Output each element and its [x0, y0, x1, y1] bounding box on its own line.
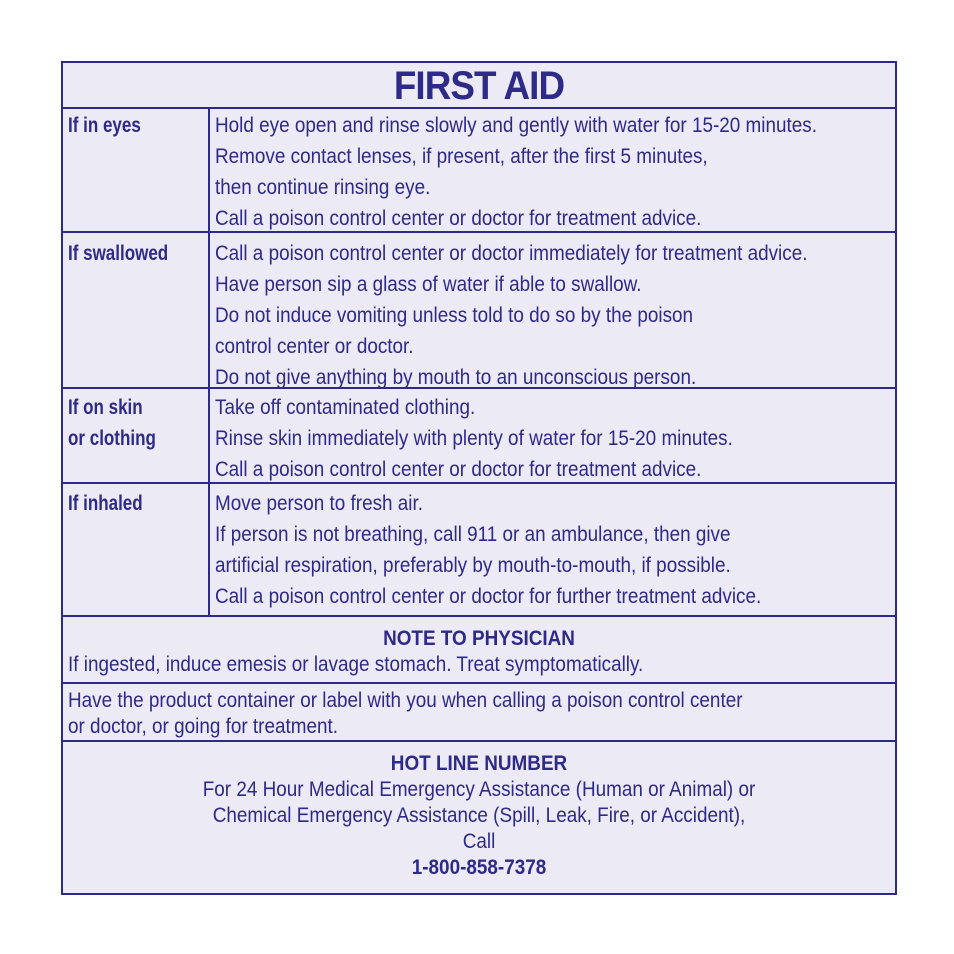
physician-heading-text: NOTE TO PHYSICIAN	[383, 627, 575, 650]
instruction-line: Call a poison control center or doctor for further treatment advice.	[215, 585, 762, 608]
divider	[63, 740, 895, 742]
divider	[63, 231, 895, 233]
hotline-line: For 24 Hour Medical Emergency Assistance (Human or Animal) or	[202, 778, 756, 801]
instruction-line: then continue rinsing eye.	[215, 176, 431, 199]
instruction-line: Rinse skin immediately with plenty of water for 15-20 minutes.	[215, 427, 733, 450]
section-text-skin	[215, 392, 790, 485]
instruction-line: Call a poison control center or doctor for treatment advice.	[215, 207, 702, 230]
hotline-section	[68, 751, 890, 881]
instruction-line: Call a poison control center or doctor immediately for treatment advice.	[215, 242, 808, 265]
instruction-line: Do not give anything by mouth to an unconscious person.	[215, 366, 697, 389]
instruction-line: Move person to fresh air.	[215, 492, 424, 515]
divider	[63, 682, 895, 684]
section-text-swallowed	[215, 238, 873, 393]
hotline-line: Call	[462, 830, 496, 853]
instruction-line: Take off contaminated clothing.	[215, 396, 476, 419]
label-line: or clothing	[68, 427, 156, 450]
label-line: If inhaled	[68, 492, 143, 515]
instruction-line: Remove contact lenses, if present, after the first 5 minutes,	[215, 145, 708, 168]
physician-heading	[68, 626, 890, 652]
container-note	[68, 688, 890, 740]
label-line: If on skin	[68, 396, 143, 419]
label-line: If swallowed	[68, 242, 169, 265]
container-note-line: or doctor, or going for treatment.	[68, 715, 338, 738]
container-note-line: Have the product container or label with you when calling a poison control center	[68, 689, 743, 712]
physician-note-text: If ingested, induce emesis or lavage stomach. Treat symptomatically.	[68, 653, 644, 676]
column-divider	[208, 107, 210, 616]
first-aid-panel	[61, 61, 897, 895]
hotline-phone-number: 1-800-858-7378	[411, 856, 547, 879]
section-label-inhaled	[68, 488, 151, 519]
section-text-inhaled	[215, 488, 822, 612]
label-line: If in eyes	[68, 114, 141, 137]
section-text-eyes	[215, 110, 884, 234]
section-label-skin	[68, 392, 166, 454]
instruction-line: Do not induce vomiting unless told to do so by the poison	[215, 304, 694, 327]
section-label-eyes	[68, 110, 149, 141]
hotline-heading: HOT LINE NUMBER	[390, 752, 568, 775]
hotline-line: Chemical Emergency Assistance (Spill, Leak, Fire, or Accident),	[212, 804, 746, 827]
instruction-line: Hold eye open and rinse slowly and gently with water for 15-20 minutes.	[215, 114, 817, 137]
instruction-line: If person is not breathing, call 911 or an ambulance, then give	[215, 523, 731, 546]
page-title: FIRST AID	[393, 64, 565, 108]
physician-note	[68, 652, 890, 678]
divider	[63, 482, 895, 484]
divider	[63, 615, 895, 617]
instruction-line: Call a poison control center or doctor for treatment advice.	[215, 458, 702, 481]
section-label-swallowed	[68, 238, 179, 269]
instruction-line: artificial respiration, preferably by mouth-to-mouth, if possible.	[215, 554, 731, 577]
divider	[63, 387, 895, 389]
divider	[63, 107, 895, 109]
instruction-line: Have person sip a glass of water if able to swallow.	[215, 273, 642, 296]
instruction-line: control center or doctor.	[215, 335, 414, 358]
